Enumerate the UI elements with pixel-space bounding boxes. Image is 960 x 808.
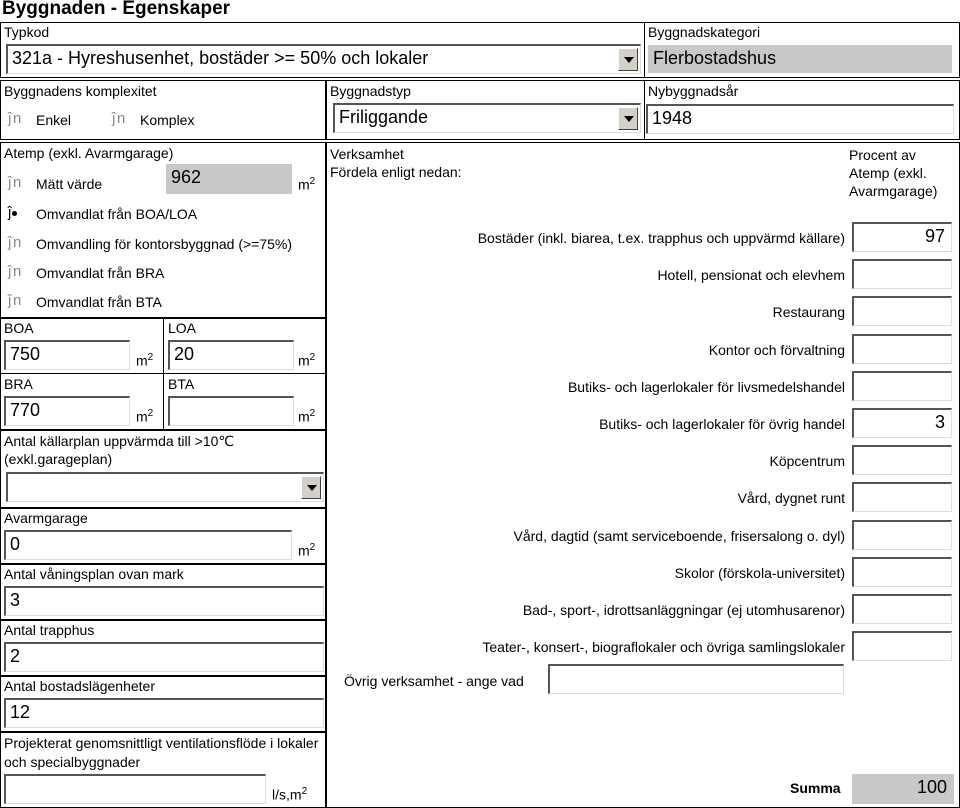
avarmgarage-field[interactable]: 0	[4, 530, 292, 560]
option-bta-label: Omvandlat från BTA	[36, 294, 162, 310]
chevron-down-icon[interactable]	[618, 48, 638, 71]
chevron-down-icon[interactable]	[618, 107, 638, 130]
bta-field[interactable]	[168, 396, 294, 426]
radio-kontor[interactable]: ĵ n	[8, 234, 22, 251]
radio-bta[interactable]: ĵ n	[8, 292, 22, 309]
verksamhet-row-label: Kontor och förvaltning	[708, 342, 845, 358]
ovrig-field[interactable]	[548, 664, 844, 694]
verksamhet-row-label: Teater-, konsert-, biograflokaler och övriga samlingslokaler	[482, 639, 845, 655]
summa-label: Summa	[790, 780, 841, 796]
unit-m2: $m^2$	[136, 408, 154, 425]
unit-m2: $m^2$	[298, 352, 316, 369]
verksamhet-row-label: Butiks- och lagerlokaler för övrig handel	[599, 416, 845, 432]
verksamhet-row-label: Skolor (förskola-universitet)	[674, 565, 845, 581]
unit-m2: $m^2$	[298, 176, 316, 193]
ventilation-field[interactable]	[4, 774, 266, 804]
matt-varde-field: 962	[166, 164, 292, 194]
unit-m2: $m^2$	[298, 408, 316, 425]
atemp-label: Atemp (exkl. Avarmgarage)	[4, 145, 174, 161]
verksamhet-row-percent-field[interactable]: 97	[852, 222, 952, 252]
typkod-value: 321a - Hyreshusenhet, bostäder >= 50% och lokaler	[12, 48, 429, 68]
kallarplan-label: Antal källarplan uppvärmda till >10℃ (exkl.garageplan)	[4, 433, 235, 467]
percent-header: Procent av Atemp (exkl. Avarmgarage)	[849, 147, 938, 199]
radio-boa-loa[interactable]: ĵ	[8, 205, 24, 221]
verksamhet-row-label: Restaurang	[772, 304, 845, 320]
verksamhet-row-label: Vård, dagtid (samt serviceboende, frisersalong o. dyl)	[513, 528, 845, 544]
verksamhet-row-label: Vård, dygnet runt	[737, 490, 845, 506]
boa-label: BOA	[4, 320, 34, 336]
verksamhet-row-label: Köpcentrum	[769, 453, 845, 469]
bta-label: BTA	[168, 376, 195, 392]
verksamhet-label: Verksamhet	[330, 146, 404, 162]
areas-divider	[163, 318, 164, 430]
vaningsplan-label: Antal våningsplan ovan mark	[4, 566, 184, 582]
bra-field[interactable]: 770	[4, 396, 130, 426]
ventilation-label: Projekterat genomsnittligt ventilationsflöde i lokaler och specialbyggnader	[4, 735, 319, 770]
loa-label: LOA	[168, 320, 197, 336]
radio-komplex[interactable]: ĵ n	[112, 110, 126, 127]
verksamhet-row-percent-field[interactable]	[852, 371, 952, 401]
nybyggnadsar-label: Nybyggnadsår	[648, 83, 739, 99]
chevron-down-icon[interactable]	[301, 476, 321, 499]
loa-field[interactable]: 20	[168, 340, 294, 370]
verksamhet-row-percent-field[interactable]: 3	[852, 408, 952, 438]
typkod-label: Typkod	[4, 24, 50, 40]
boa-field[interactable]: 750	[4, 340, 130, 370]
nybyggnadsar-field[interactable]: 1948	[646, 104, 954, 134]
komplexitet-label: Byggnadens komplexitet	[4, 83, 157, 99]
byggnadstyp-select[interactable]	[333, 103, 641, 133]
trapphus-field[interactable]: 2	[4, 642, 324, 672]
radio-enkel[interactable]: ĵ n	[8, 110, 22, 127]
radio-komplex-label: Komplex	[140, 112, 195, 128]
verksamhet-row-percent-field[interactable]	[852, 557, 952, 587]
option-boa-loa-label: Omvandlat från BOA/LOA	[36, 206, 198, 222]
summa-field: 100	[852, 774, 954, 804]
lagenheter-label: Antal bostadslägenheter	[4, 678, 155, 694]
unit-m2: $m^2$	[298, 542, 316, 559]
verksamhet-row-percent-field[interactable]	[852, 631, 952, 661]
verksamhet-row-percent-field[interactable]	[852, 594, 952, 624]
radio-enkel-label: Enkel	[36, 112, 72, 128]
verksamhet-row-label: Bostäder (inkl. biarea, t.ex. trapphus och uppvärmd källare)	[477, 230, 845, 246]
verksamhet-row-percent-field[interactable]	[852, 334, 952, 364]
verksamhet-row-label: Hotell, pensionat och elevhem	[657, 267, 845, 283]
verksamhet-row-percent-field[interactable]	[852, 445, 952, 475]
radio-matt-varde[interactable]: ĵ n	[8, 174, 22, 191]
verksamhet-row-percent-field[interactable]	[852, 296, 952, 326]
option-bra-label: Omvandlat från BRA	[36, 265, 165, 281]
lagenheter-field[interactable]: 12	[4, 698, 324, 728]
verksamhet-row-label: Bad-, sport-, idrottsanläggningar (ej utomhusarenor)	[522, 602, 845, 618]
option-kontor-label: Omvandling för kontorsbyggnad (>=75%)	[36, 236, 293, 252]
verksamhet-row-label: Butiks- och lagerlokaler för livsmedelshandel	[567, 379, 845, 395]
radio-bra[interactable]: ĵ n	[8, 263, 22, 280]
verksamhet-sublabel: Fördela enligt nedan:	[330, 164, 462, 180]
window-title: Byggnaden - Egenskaper	[2, 0, 231, 19]
areas-hdivider	[0, 373, 326, 374]
byggnadstyp-value: Friliggande	[339, 107, 429, 127]
kallarplan-select[interactable]	[6, 472, 324, 502]
verksamhet-row-percent-field[interactable]	[852, 520, 952, 550]
ovrig-label: Övrig verksamhet - ange vad	[344, 673, 524, 689]
unit-ls-m2: $l/s,m^2$	[272, 786, 308, 803]
unit-m2: $m^2$	[136, 352, 154, 369]
kategori-label: Byggnadskategori	[648, 24, 761, 40]
avarmgarage-label: Avarmgarage	[4, 510, 88, 526]
trapphus-label: Antal trapphus	[4, 622, 95, 638]
typkod-select[interactable]	[6, 44, 641, 74]
kategori-field: Flerbostadshus	[648, 45, 952, 73]
verksamhet-row-percent-field[interactable]	[852, 482, 952, 512]
matt-varde-label: Mätt värde	[36, 176, 103, 192]
byggnadstyp-label: Byggnadstyp	[330, 83, 411, 99]
vaningsplan-field[interactable]: 3	[4, 586, 324, 616]
verksamhet-row-percent-field[interactable]	[852, 259, 952, 289]
bra-label: BRA	[4, 376, 33, 392]
